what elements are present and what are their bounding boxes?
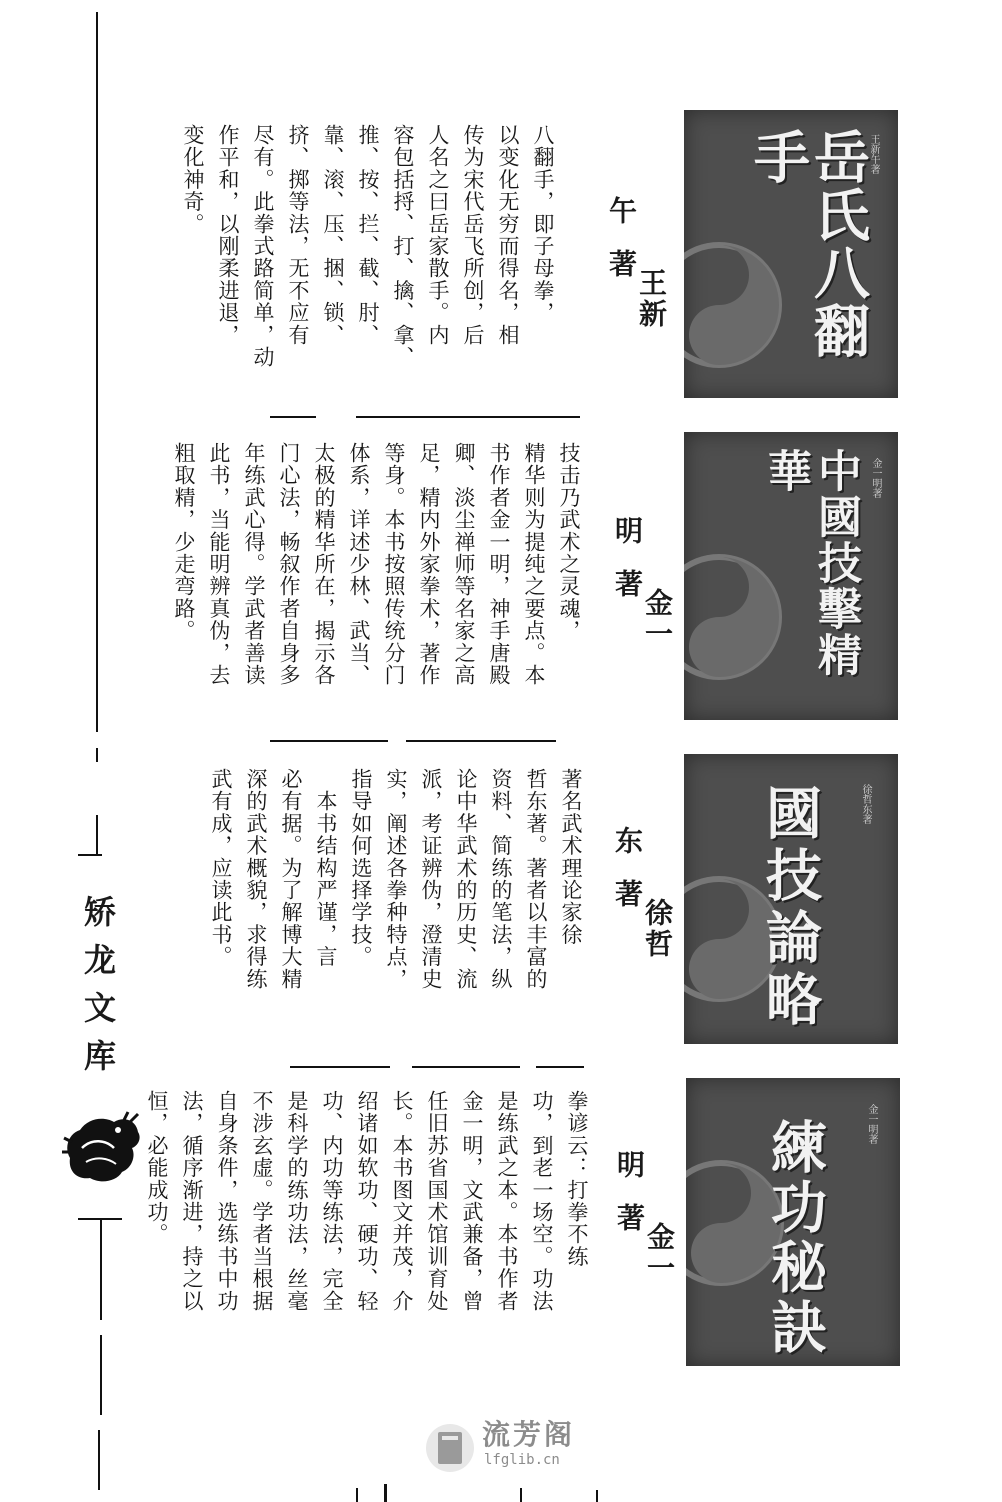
book-cover <box>686 1078 900 1366</box>
dragon-logo-icon <box>58 1108 144 1188</box>
book-description: 著名武术理论家徐 哲东著。著者以丰富的 资料、简练的笔法，纵 论中华武术的历史、流 派，考证辨伪，澄清史 实，阐述各拳种特点， 指导如何选择学技。 本书结构严谨，言 必有据。为了解博大精 深的武术概貌，求得练 武有成，应读此书。 <box>209 768 583 990</box>
book-cover <box>684 110 898 398</box>
watermark-name: 流芳阁 <box>482 1418 576 1451</box>
cover-title: 岳氏八翻手 <box>745 128 871 360</box>
author-suffix: 著 <box>611 569 644 600</box>
book-description: 拳谚云：打拳不练 功，到老一场空。功法 是练武之本。本书作者 金一明，文武兼备，曾 任旧苏省国术馆训育处 长。本书图文并茂，介 绍诸如软功、硬功、轻 功、内功等练法，完全 是科学的练功法，丝毫 不涉玄虚。学者当根据 自身条件，选练书中功 法，循序渐进，持之以 恒，必能成功。 <box>145 1090 589 1312</box>
cover-author: 金一明著 <box>866 1104 877 1144</box>
book-description: 技击乃武术之灵魂， 精华则为提纯之要点。本 书作者金一明，神手唐殿 卿、淡尘禅师等名家之高 足，精内外家拳术，著作 等身。本书按照传统分门 体系，详述少林、武当、 太极的精华所在，揭示各 门心法，畅叙作者自身多 年练武心得。学武者善读 此书，当能明辨真伪，去 粗取精，少走弯路。 <box>172 442 581 687</box>
book-author <box>606 196 696 346</box>
cover-author: 王新午著 <box>868 134 879 174</box>
scan-mark <box>384 1484 387 1502</box>
watermark-book-icon <box>424 1422 476 1474</box>
scan-mark <box>356 1488 358 1502</box>
margin-tick <box>78 854 102 856</box>
cover-title: 國技論略 <box>757 784 823 1032</box>
watermark <box>424 1418 584 1478</box>
section-divider <box>270 416 316 418</box>
margin-line <box>98 1430 100 1490</box>
book-description: 八翻手，即子母拳， 以变化无穷而得名，相 传为宋代岳飞所创，后 人名之曰岳家散手。内 容包括捋、打、擒、拿、 推、按、拦、截、肘、 靠、滚、压、捆、锁、 挤、掷等法，无不应有 尽有。此拳式路简单，动 作平和，以刚柔进退， 变化神奇。 <box>181 124 555 369</box>
author-suffix: 著 <box>611 879 644 910</box>
book-cover <box>684 754 898 1044</box>
section-divider <box>356 416 580 418</box>
section-divider <box>290 1066 390 1068</box>
author-name: 徐哲东 <box>611 826 674 960</box>
cover-author: 金一明著 <box>870 458 881 498</box>
cover-title: 練功秘訣 <box>762 1118 828 1358</box>
book-cover <box>684 432 898 720</box>
cover-author: 徐哲东著 <box>860 784 871 824</box>
margin-line <box>96 815 98 855</box>
cover-title: 中國技擊精華 <box>760 448 861 678</box>
margin-line <box>96 748 98 762</box>
author-name: 金一明 <box>613 1150 676 1284</box>
scan-mark <box>596 1490 598 1502</box>
margin-line <box>96 12 98 732</box>
scan-mark <box>520 1488 522 1502</box>
series-title: 矫龙文库 <box>83 893 116 1075</box>
author-suffix: 著 <box>613 1203 646 1234</box>
section-divider <box>406 740 556 742</box>
author-name: 金一明 <box>611 516 674 650</box>
author-name: 王新午 <box>605 196 668 330</box>
section-divider <box>412 1066 520 1068</box>
section-divider <box>270 740 388 742</box>
section-divider <box>536 1066 584 1068</box>
author-suffix: 著 <box>605 249 638 280</box>
watermark-url: lfglib.cn <box>484 1452 560 1468</box>
margin-line <box>100 1220 102 1320</box>
margin-line <box>100 1335 102 1415</box>
